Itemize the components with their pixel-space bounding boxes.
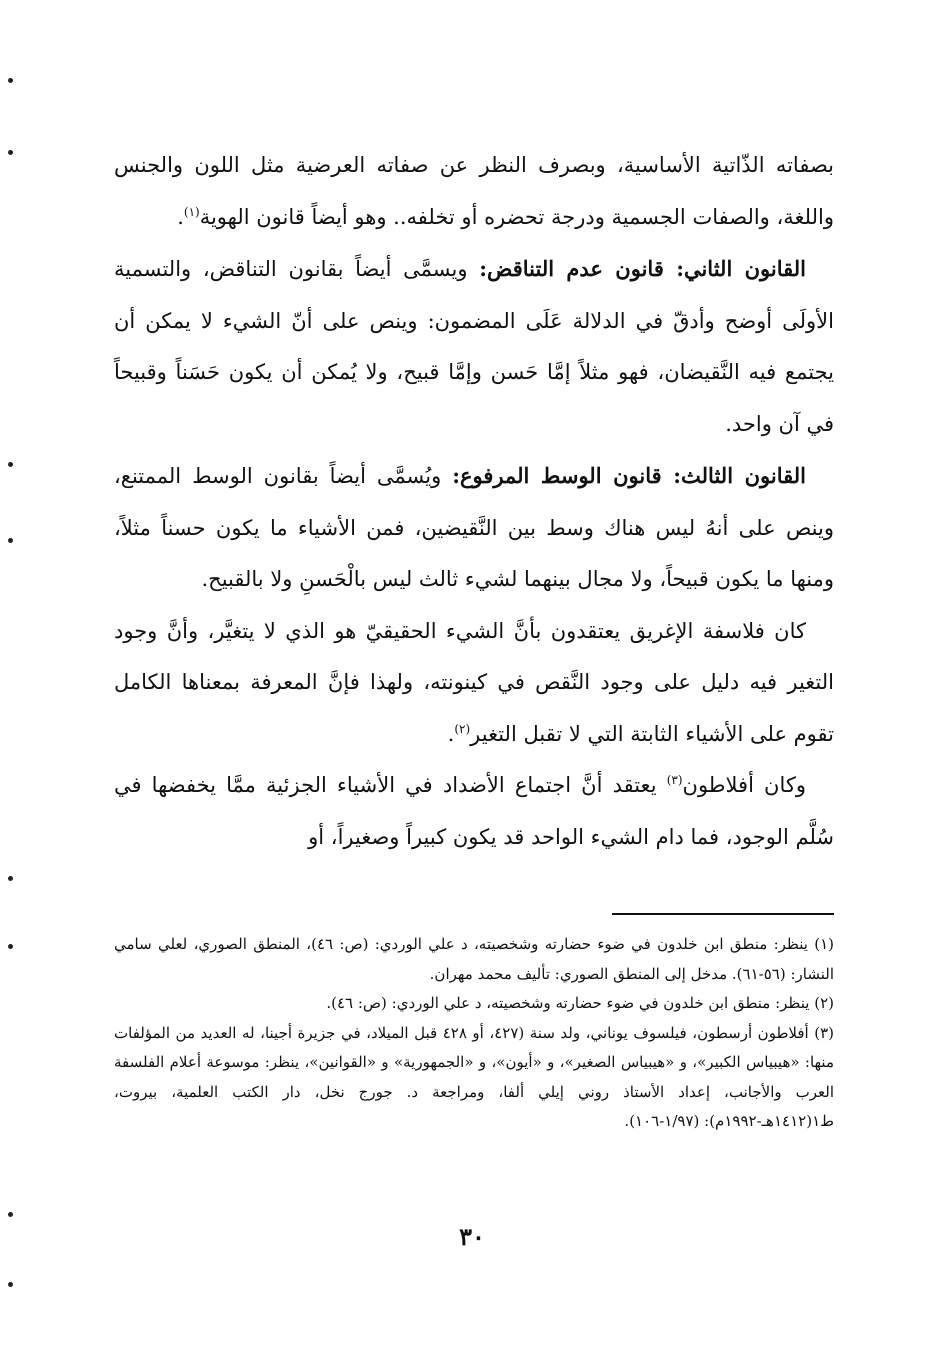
footnotes	[114, 930, 834, 1137]
law-heading: القانون الثالث: قانون الوسط المرفوع:	[452, 463, 806, 488]
paragraph-identity-law	[114, 140, 834, 243]
footnote-2: (٢) ينظر: منطق ابن خلدون في ضوء حضارته وشخصيته، د علي الوردي: (ص: ٤٦).	[326, 994, 834, 1012]
footnote-1: (١) ينظر: منطق ابن خلدون في ضوء حضارته وشخصيته، د علي الوردي: (ص: ٤٦)، المنطق الصوري، لعلي سامي النشار: (٥٦-٦١). مدخل إلى المنطق الصوري: تأليف محمد مهران.	[114, 935, 834, 983]
paragraph-text: يعتقد أنَّ اجتماع الأضداد في الأشياء الجزئية ممَّا يخفضها في سُلَّم الوجود، فما دام الشيء الواحد قد يكون كبيراً وصغيراً، أو	[114, 773, 834, 849]
margin-mark	[8, 876, 13, 881]
footnote-ref: (٣)	[666, 773, 683, 787]
paragraph-end: .	[177, 204, 184, 229]
footnote-3: (٣) أفلاطون أرسطون، فيلسوف يوناني، ولد سنة (٤٢٧، أو ٤٢٨ قبل الميلاد، في جزيرة أجينا، له العديد من المؤلفات منها: «هيبياس الكبير»، و «هيبياس الصغير»، و «أيون»، و «الجمهورية» و «القوانين»، ينظر: موسوعة أعلام الفلسفة العرب والأجانب، إعداد الأستاذ روني إيلي ألفا، ومراجعة د. جورج نخل، دار الكتب العلمية، بيروت، ط١(١٤١٢هـ-١٩٩٢م): (١/٩٧-١٠٦).	[114, 1023, 834, 1130]
page-number: ٣٠	[459, 1222, 485, 1251]
footnote-divider	[612, 913, 834, 915]
paragraph-text: وكان أفلاطون	[682, 773, 806, 797]
paragraph-plato	[114, 760, 834, 863]
margin-mark	[8, 462, 13, 467]
law-heading: القانون الثاني: قانون عدم التناقض:	[479, 256, 806, 281]
paragraph-text: كان فلاسفة الإغريق يعتقدون بأنَّ الشيء الحقيقيّ هو الذي لا يتغيَّر، وأنَّ وجود التغير فيه دليل على وجود النَّقص في كينونته، ولهذا فإنَّ المعرفة بمعناها الكامل تقوم على الأشياء الثابتة التي لا تقبل التغير	[114, 618, 834, 746]
margin-mark	[8, 150, 13, 155]
margin-mark	[8, 944, 13, 949]
paragraph-third-law	[114, 450, 834, 606]
footnote-ref: (٢)	[454, 721, 471, 736]
footnote-ref: (١)	[183, 204, 200, 219]
paragraph-text: بصفاته الذّاتية الأساسية، وبصرف النظر عن صفاته العرضية مثل اللون والجنس واللغة، والصفات الجسمية ودرجة تحضره أو تخلفه.. وهو أيضاً قانون الهوية	[114, 153, 834, 229]
margin-mark	[8, 538, 13, 543]
margin-mark	[8, 1282, 13, 1287]
paragraph-greek-philosophers	[114, 606, 834, 761]
paragraph-second-law	[114, 243, 834, 450]
margin-mark	[8, 1212, 13, 1217]
paragraph-end: .	[447, 721, 455, 746]
paragraph-text: ويسمَّى أيضاً بقانون التناقض، والتسمية الأولَى أوضح وأدقّ في الدلالة عَلَى المضمون: وينص على أنّ الشيء لا يمكن أن يجتمع فيه النَّقيضان، فهو مثلاً إمَّا حَسن وإمَّا قبيح، ولا يُمكن أن يكون حَسَناً وقبيحاً في آن واحد.	[114, 257, 834, 436]
main-text	[114, 140, 834, 863]
paragraph-text: ويُسمَّى أيضاً بقانون الوسط الممتنع، وينص على أنهُ ليس هناك وسط بين النَّقيضين، فمن الأشياء ما يكون حسناً مثلاً، ومنها ما يكون قبيحاً، ولا مجال بينهما لشيء ثالث ليس بالْحَسنِ ولا بالقبيح.	[114, 464, 834, 591]
margin-mark	[8, 78, 13, 83]
